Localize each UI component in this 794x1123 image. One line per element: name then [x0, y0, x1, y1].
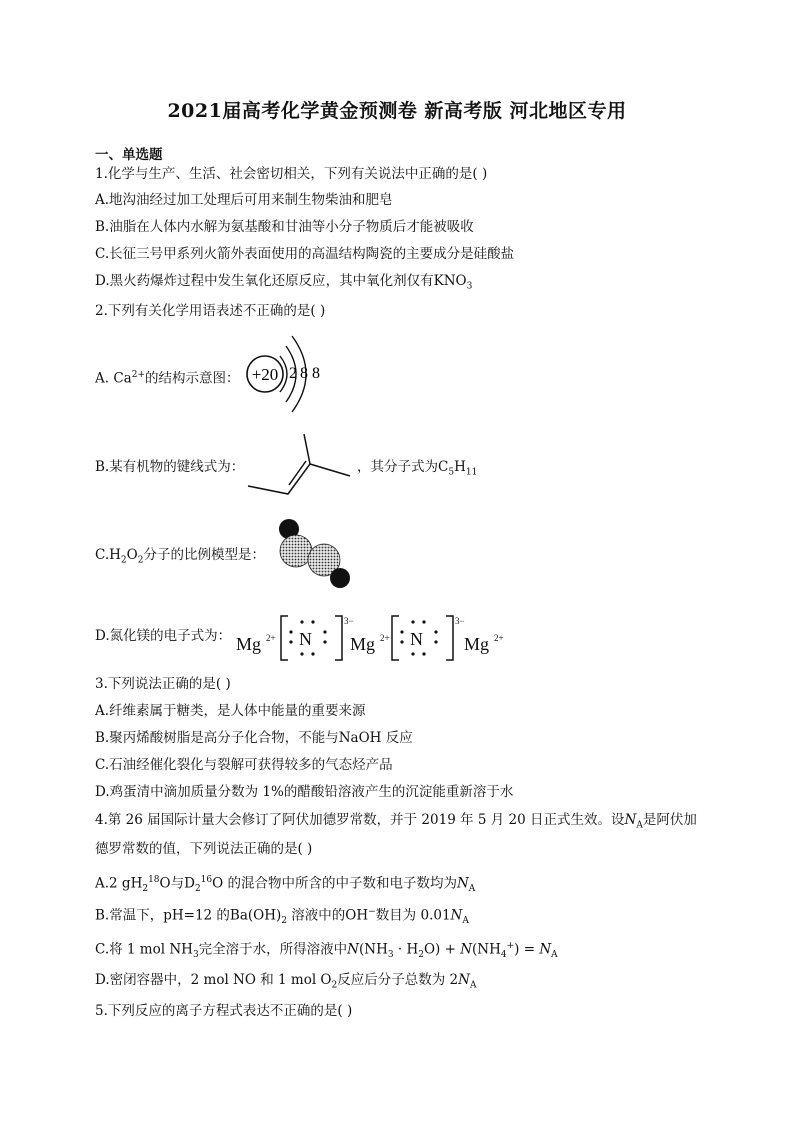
q4-b-prefix: B.常温下，pH=12 的: [95, 907, 230, 924]
q4-b-na-sub: A: [462, 916, 469, 927]
n-charge-1: 3−: [344, 616, 354, 626]
q3-option-a: A.纤维素属于糖类，是人体中能量的重要来源: [95, 703, 366, 719]
q4-b-sub: 2: [281, 916, 287, 927]
q4-c-sub3-a: 3: [192, 950, 199, 961]
q4-c-sub3-b: 3: [387, 950, 394, 961]
q2-b-h-sub: 11: [465, 467, 478, 478]
magnesium-nitride-electron-formula: [236, 612, 508, 664]
q2-b-c-sub: 5: [448, 467, 455, 478]
q4-a-mid2: O 的混合物中所含的中子数和电子数均为: [212, 875, 457, 892]
q4-a-sup-18: 18: [148, 875, 160, 885]
q4-stem-line1: [95, 811, 697, 835]
q4-d-na-sub: A: [469, 980, 477, 991]
q4-c-prefix: C.将 1 mol NH: [95, 941, 193, 958]
q4-c-expr4: (NH: [472, 941, 501, 958]
q4-c-plus: +: [506, 941, 515, 951]
q4-c-sub4: 4: [500, 950, 507, 961]
q4-a-na-sub: A: [468, 884, 476, 895]
n-charge-2: 3−: [455, 616, 465, 626]
q2-c-o: O: [126, 547, 138, 563]
page-title: 2021届高考化学黄金预测卷 新高考版 河北地区专用: [167, 100, 627, 122]
mg-charge-1: 2+: [266, 633, 276, 643]
q4-c-expr3: O) +: [423, 941, 461, 958]
q5-stem: 5.下列反应的离子方程式表达不正确的是( ): [95, 1003, 353, 1019]
q1-option-c: C.长征三号甲系列火箭外表面使用的高温结构陶瓷的主要成分是硅酸盐: [95, 246, 515, 262]
q1-option-d: [95, 272, 472, 296]
q4-d-suffix: 反应后分子总数为 2: [337, 972, 459, 988]
nucleus-charge: +20: [251, 365, 279, 384]
q4-c-na: N: [539, 941, 552, 958]
mg-symbol-3: Mg: [464, 634, 490, 654]
q4-c-expr2: · H: [393, 941, 419, 958]
q4-c-n1: N: [347, 941, 359, 958]
q4-b-mid: 溶液中的: [287, 907, 346, 924]
n-symbol-1: N: [299, 629, 312, 649]
q1-stem: 1.化学与生产、生活、社会密切相关，下列有关说法中正确的是( ): [95, 166, 488, 182]
q2-a-ion: Ca: [113, 370, 132, 387]
q4-a-sub-2: 2: [194, 884, 201, 895]
q1-option-d-formula: KNO: [433, 273, 467, 289]
q4-c-expr5: ) =: [514, 941, 540, 958]
q2-option-b-prefix: B.某有机物的键线式为：: [95, 459, 245, 475]
q4-c-n2: N: [460, 941, 473, 958]
q4-d-prefix: D.密闭容器中，2 mol NO 和 1 mol O: [95, 972, 332, 988]
q2-a-text: 的结构示意图：: [145, 370, 240, 387]
q2-stem: 2.下列有关化学用语表述不正确的是( ): [95, 303, 326, 319]
shell-electrons-1: 2: [289, 365, 297, 382]
avogadro-symbol: N: [624, 812, 637, 828]
q2-option-d-prefix: D.氮化镁的电子式为：: [95, 628, 232, 644]
q2-option-a: [95, 366, 240, 388]
q2-b-c: C: [438, 459, 449, 475]
calcium-ion-structure-diagram: [240, 332, 330, 416]
mg-charge-3: 2+: [494, 633, 504, 643]
q2-a-prefix: A.: [95, 370, 110, 387]
q2-option-c: [95, 546, 265, 570]
shell-electrons-2: 8: [300, 365, 308, 382]
q4-c-sub2: 2: [418, 950, 424, 961]
q2-b-h: H: [454, 459, 466, 475]
q4-b-oh: OH: [345, 907, 369, 924]
q1-option-d-text: D.黑火药爆炸过程中发生氧化还原反应，其中氧化剂仅有: [95, 273, 434, 289]
q2-option-b-suffix: [357, 458, 477, 482]
avogadro-sub: A: [636, 820, 643, 831]
q4-d-sub2: 2: [331, 980, 338, 991]
q2-c-h-sub: 2: [120, 555, 127, 566]
q4-c-mid: 完全溶于水，所得溶液中: [198, 941, 348, 958]
n-symbol-2: N: [410, 629, 423, 649]
q4-a-prefix: A.2 gH: [95, 875, 143, 892]
q4-d-na: N: [458, 972, 470, 988]
skeletal-formula-diagram: [246, 430, 354, 500]
q2-c-text: 分子的比例模型是：: [143, 547, 265, 563]
q2-b-suffix: ，其分子式为: [357, 459, 438, 475]
q1-option-b: B.油脂在人体内水解为氨基酸和甘油等小分子物质后才能被吸收: [95, 219, 474, 235]
q3-option-b: B.聚丙烯酸树脂是高分子化合物，不能与NaOH 反应: [95, 730, 413, 746]
mg-symbol-2: Mg: [350, 634, 376, 654]
q4-c-na-sub: A: [551, 950, 558, 961]
h2o2-space-filling-model: [270, 510, 360, 594]
q2-c-h: H: [109, 547, 121, 563]
q4-a-sub-1: 2: [142, 884, 149, 895]
q1-option-d-sub: 3: [466, 281, 473, 292]
q2-c-prefix: C.: [95, 547, 110, 563]
q4-b-formula: Ba(OH): [229, 907, 282, 924]
q3-option-c: C.石油经催化裂化与裂解可获得较多的气态烃产品: [95, 757, 393, 773]
q4-b-suffix: 数目为 0.01: [375, 907, 451, 924]
q4-stem-prefix: 4.第 26 届国际计量大会修订了阿伏加德罗常数，并于 2019 年 5 月 20 日正式生效。设: [95, 812, 625, 828]
q3-stem: 3.下列说法正确的是( ): [95, 676, 231, 692]
q4-a-mid1: O与D: [159, 875, 195, 892]
q2-a-charge: 2+: [131, 370, 146, 380]
q2-c-o-sub: 2: [137, 555, 144, 566]
q4-stem-suffix: 是阿伏加: [642, 812, 697, 828]
mg-charge-2: 2+: [380, 633, 390, 643]
q1-option-a: A.地沟油经过加工处理后可用来制生物柴油和肥皂: [95, 192, 393, 208]
q4-option-d: [95, 971, 476, 995]
mg-symbol-1: Mg: [236, 634, 262, 654]
q3-option-d: D.鸡蛋清中滴加质量分数为 1%的醋酸铅溶液产生的沉淀能重新溶于水: [95, 784, 514, 800]
q4-c-expr1: (NH: [358, 941, 388, 958]
q4-a-na: N: [456, 875, 469, 892]
q4-stem-line2: 德罗常数的值，下列说法正确的是( ): [95, 841, 313, 857]
section-heading: 一、单选题: [95, 147, 163, 163]
q4-b-minus: −: [368, 907, 376, 917]
q4-option-c: [95, 937, 558, 964]
q4-b-na: N: [450, 907, 463, 924]
q4-option-a: [95, 871, 475, 898]
q4-option-b: [95, 903, 469, 930]
shell-electrons-3: 8: [312, 365, 320, 382]
q4-a-sup-16: 16: [200, 875, 213, 885]
